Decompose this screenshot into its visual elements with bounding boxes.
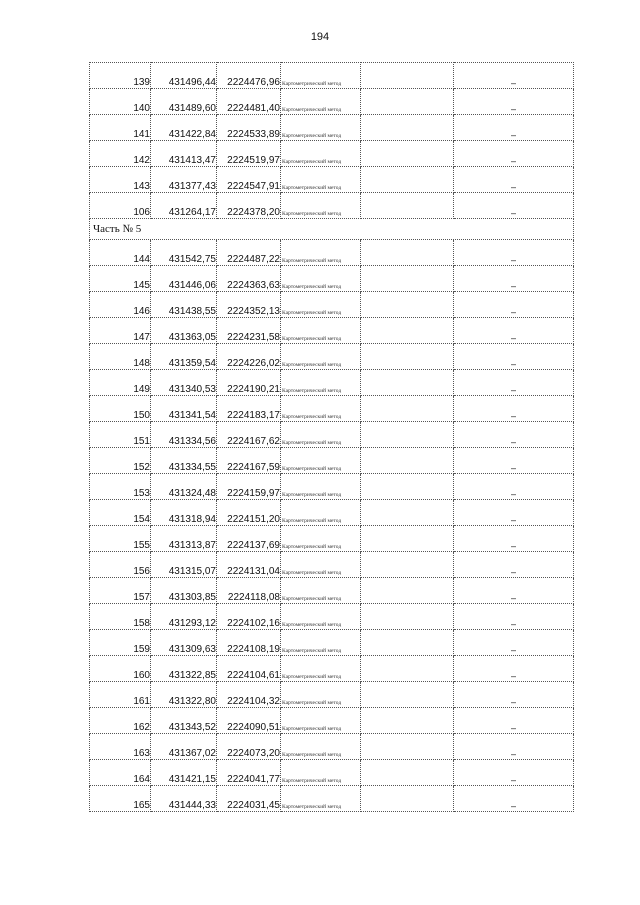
- table-row: [90, 63, 574, 89]
- method-text: Картометрический метод: [282, 752, 342, 758]
- table-row: [90, 370, 574, 396]
- x-coordinate-cell: 431264,17: [151, 193, 217, 219]
- table-row: [90, 786, 574, 812]
- table-row: [90, 240, 574, 266]
- y-coordinate-cell: 2224131,04: [217, 552, 281, 578]
- method-cell: [281, 396, 361, 422]
- accuracy-cell: –: [454, 630, 574, 656]
- y-coordinate-cell: 2224090,51: [217, 708, 281, 734]
- empty-cell: [361, 344, 454, 370]
- empty-cell: [361, 422, 454, 448]
- method-cell: [281, 474, 361, 500]
- point-id-cell: 141: [90, 115, 151, 141]
- method-cell: [281, 656, 361, 682]
- y-coordinate-cell: 2224137,69: [217, 526, 281, 552]
- method-cell: [281, 240, 361, 266]
- empty-cell: [361, 630, 454, 656]
- method-cell: [281, 344, 361, 370]
- empty-cell: [361, 682, 454, 708]
- method-cell: [281, 141, 361, 167]
- table-row: [90, 89, 574, 115]
- y-coordinate-cell: 2224118,08: [217, 578, 281, 604]
- y-coordinate-cell: 2224226,02: [217, 344, 281, 370]
- empty-cell: [361, 141, 454, 167]
- method-cell: [281, 604, 361, 630]
- method-text: Картометрический метод: [282, 544, 342, 550]
- x-coordinate-cell: 431322,80: [151, 682, 217, 708]
- y-coordinate-cell: 2224363,63: [217, 266, 281, 292]
- method-text: Картометрический метод: [282, 726, 342, 732]
- method-text: Картометрический метод: [282, 622, 342, 628]
- method-text: Картометрический метод: [282, 518, 342, 524]
- method-cell: [281, 167, 361, 193]
- empty-cell: [361, 526, 454, 552]
- method-text: Картометрический метод: [282, 388, 342, 394]
- accuracy-cell: –: [454, 240, 574, 266]
- method-text: Картометрический метод: [282, 414, 342, 420]
- method-text: Картометрический метод: [282, 81, 342, 87]
- x-coordinate-cell: 431422,84: [151, 115, 217, 141]
- empty-cell: [361, 604, 454, 630]
- empty-cell: [361, 552, 454, 578]
- y-coordinate-cell: 2224519,97: [217, 141, 281, 167]
- coordinates-table: [89, 62, 574, 812]
- method-cell: [281, 448, 361, 474]
- x-coordinate-cell: 431303,85: [151, 578, 217, 604]
- accuracy-cell: –: [454, 266, 574, 292]
- method-text: Картометрический метод: [282, 284, 342, 290]
- empty-cell: [361, 370, 454, 396]
- table-row: [90, 167, 574, 193]
- method-cell: [281, 578, 361, 604]
- point-id-cell: 140: [90, 89, 151, 115]
- method-text: Картометрический метод: [282, 804, 342, 810]
- method-text: Картометрический метод: [282, 336, 342, 342]
- table-row: [90, 318, 574, 344]
- y-coordinate-cell: 2224352,13: [217, 292, 281, 318]
- x-coordinate-cell: 431341,54: [151, 396, 217, 422]
- y-coordinate-cell: 2224231,58: [217, 318, 281, 344]
- point-id-cell: 160: [90, 656, 151, 682]
- table-row: [90, 396, 574, 422]
- accuracy-cell: –: [454, 448, 574, 474]
- empty-cell: [361, 578, 454, 604]
- x-coordinate-cell: 431343,52: [151, 708, 217, 734]
- x-coordinate-cell: 431324,48: [151, 474, 217, 500]
- accuracy-cell: –: [454, 292, 574, 318]
- method-text: Картометрический метод: [282, 648, 342, 654]
- accuracy-cell: –: [454, 396, 574, 422]
- x-coordinate-cell: 431322,85: [151, 656, 217, 682]
- empty-cell: [361, 656, 454, 682]
- y-coordinate-cell: 2224159,97: [217, 474, 281, 500]
- section-label: Часть № 5: [90, 219, 574, 240]
- method-text: Картометрический метод: [282, 700, 342, 706]
- y-coordinate-cell: 2224041,77: [217, 760, 281, 786]
- table-row: [90, 474, 574, 500]
- method-text: Картометрический метод: [282, 211, 342, 217]
- method-cell: [281, 552, 361, 578]
- accuracy-cell: –: [454, 63, 574, 89]
- y-coordinate-cell: 2224533,89: [217, 115, 281, 141]
- empty-cell: [361, 734, 454, 760]
- empty-cell: [361, 708, 454, 734]
- empty-cell: [361, 63, 454, 89]
- point-id-cell: 157: [90, 578, 151, 604]
- method-cell: [281, 63, 361, 89]
- table-row: [90, 656, 574, 682]
- method-text: Картометрический метод: [282, 674, 342, 680]
- accuracy-cell: –: [454, 552, 574, 578]
- x-coordinate-cell: 431542,75: [151, 240, 217, 266]
- method-text: Картометрический метод: [282, 310, 342, 316]
- accuracy-cell: –: [454, 500, 574, 526]
- x-coordinate-cell: 431367,02: [151, 734, 217, 760]
- empty-cell: [361, 89, 454, 115]
- y-coordinate-cell: 2224167,62: [217, 422, 281, 448]
- accuracy-cell: –: [454, 474, 574, 500]
- x-coordinate-cell: 431377,43: [151, 167, 217, 193]
- accuracy-cell: –: [454, 115, 574, 141]
- method-cell: [281, 526, 361, 552]
- method-text: Картометрический метод: [282, 258, 342, 264]
- page-number: 194: [310, 31, 330, 43]
- accuracy-cell: –: [454, 193, 574, 219]
- table-row: [90, 526, 574, 552]
- table-row: [90, 141, 574, 167]
- table-row: [90, 604, 574, 630]
- method-cell: [281, 500, 361, 526]
- method-text: Картометрический метод: [282, 133, 342, 139]
- x-coordinate-cell: 431489,60: [151, 89, 217, 115]
- empty-cell: [361, 193, 454, 219]
- empty-cell: [361, 448, 454, 474]
- table-row: [90, 682, 574, 708]
- method-cell: [281, 786, 361, 812]
- method-text: Картометрический метод: [282, 570, 342, 576]
- table-row: [90, 552, 574, 578]
- accuracy-cell: –: [454, 370, 574, 396]
- method-cell: [281, 422, 361, 448]
- point-id-cell: 163: [90, 734, 151, 760]
- table-body-part-5: [90, 240, 574, 812]
- empty-cell: [361, 396, 454, 422]
- method-cell: [281, 682, 361, 708]
- method-text: Картометрический метод: [282, 107, 342, 113]
- empty-cell: [361, 240, 454, 266]
- x-coordinate-cell: 431309,63: [151, 630, 217, 656]
- point-id-cell: 165: [90, 786, 151, 812]
- method-cell: [281, 318, 361, 344]
- table-body-part-prev: [90, 63, 574, 219]
- empty-cell: [361, 500, 454, 526]
- accuracy-cell: –: [454, 422, 574, 448]
- y-coordinate-cell: 2224102,16: [217, 604, 281, 630]
- empty-cell: [361, 292, 454, 318]
- method-cell: [281, 89, 361, 115]
- accuracy-cell: –: [454, 167, 574, 193]
- method-text: Картометрический метод: [282, 362, 342, 368]
- x-coordinate-cell: 431421,15: [151, 760, 217, 786]
- y-coordinate-cell: 2224151,20: [217, 500, 281, 526]
- table-row: [90, 115, 574, 141]
- table-row: [90, 734, 574, 760]
- point-id-cell: 158: [90, 604, 151, 630]
- empty-cell: [361, 474, 454, 500]
- y-coordinate-cell: 2224108,19: [217, 630, 281, 656]
- y-coordinate-cell: 2224167,59: [217, 448, 281, 474]
- accuracy-cell: –: [454, 89, 574, 115]
- table-body-section-header: [90, 219, 574, 240]
- point-id-cell: 155: [90, 526, 151, 552]
- point-id-cell: 153: [90, 474, 151, 500]
- x-coordinate-cell: 431446,06: [151, 266, 217, 292]
- x-coordinate-cell: 431318,94: [151, 500, 217, 526]
- x-coordinate-cell: 431334,56: [151, 422, 217, 448]
- x-coordinate-cell: 431313,87: [151, 526, 217, 552]
- point-id-cell: 164: [90, 760, 151, 786]
- point-id-cell: 145: [90, 266, 151, 292]
- x-coordinate-cell: 431334,55: [151, 448, 217, 474]
- y-coordinate-cell: 2224476,96: [217, 63, 281, 89]
- method-cell: [281, 734, 361, 760]
- y-coordinate-cell: 2224104,61: [217, 656, 281, 682]
- empty-cell: [361, 760, 454, 786]
- method-cell: [281, 708, 361, 734]
- accuracy-cell: –: [454, 604, 574, 630]
- y-coordinate-cell: 2224183,17: [217, 396, 281, 422]
- method-cell: [281, 115, 361, 141]
- method-cell: [281, 193, 361, 219]
- y-coordinate-cell: 2224487,22: [217, 240, 281, 266]
- empty-cell: [361, 318, 454, 344]
- y-coordinate-cell: 2224481,40: [217, 89, 281, 115]
- point-id-cell: 156: [90, 552, 151, 578]
- empty-cell: [361, 115, 454, 141]
- accuracy-cell: –: [454, 656, 574, 682]
- table-row: [90, 760, 574, 786]
- x-coordinate-cell: 431438,55: [151, 292, 217, 318]
- table-row: [90, 578, 574, 604]
- accuracy-cell: –: [454, 734, 574, 760]
- point-id-cell: 159: [90, 630, 151, 656]
- accuracy-cell: –: [454, 578, 574, 604]
- section-row: [90, 219, 574, 240]
- table-row: [90, 344, 574, 370]
- y-coordinate-cell: 2224104,32: [217, 682, 281, 708]
- point-id-cell: 146: [90, 292, 151, 318]
- point-id-cell: 106: [90, 193, 151, 219]
- point-id-cell: 144: [90, 240, 151, 266]
- x-coordinate-cell: 431444,33: [151, 786, 217, 812]
- accuracy-cell: –: [454, 760, 574, 786]
- method-cell: [281, 266, 361, 292]
- accuracy-cell: –: [454, 318, 574, 344]
- point-id-cell: 152: [90, 448, 151, 474]
- point-id-cell: 150: [90, 396, 151, 422]
- point-id-cell: 151: [90, 422, 151, 448]
- table-row: [90, 422, 574, 448]
- accuracy-cell: –: [454, 708, 574, 734]
- x-coordinate-cell: 431359,54: [151, 344, 217, 370]
- empty-cell: [361, 786, 454, 812]
- y-coordinate-cell: 2224378,20: [217, 193, 281, 219]
- point-id-cell: 154: [90, 500, 151, 526]
- accuracy-cell: –: [454, 526, 574, 552]
- y-coordinate-cell: 2224073,20: [217, 734, 281, 760]
- point-id-cell: 149: [90, 370, 151, 396]
- x-coordinate-cell: 431340,53: [151, 370, 217, 396]
- table-row: [90, 448, 574, 474]
- accuracy-cell: –: [454, 141, 574, 167]
- table-row: [90, 292, 574, 318]
- method-text: Картометрический метод: [282, 596, 342, 602]
- table-row: [90, 193, 574, 219]
- table-row: [90, 630, 574, 656]
- point-id-cell: 139: [90, 63, 151, 89]
- empty-cell: [361, 167, 454, 193]
- point-id-cell: 148: [90, 344, 151, 370]
- point-id-cell: 162: [90, 708, 151, 734]
- accuracy-cell: –: [454, 344, 574, 370]
- point-id-cell: 143: [90, 167, 151, 193]
- method-text: Картометрический метод: [282, 492, 342, 498]
- point-id-cell: 161: [90, 682, 151, 708]
- x-coordinate-cell: 431496,44: [151, 63, 217, 89]
- method-cell: [281, 292, 361, 318]
- y-coordinate-cell: 2224547,91: [217, 167, 281, 193]
- table-row: [90, 266, 574, 292]
- method-text: Картометрический метод: [282, 159, 342, 165]
- method-text: Картометрический метод: [282, 778, 342, 784]
- y-coordinate-cell: 2224190,21: [217, 370, 281, 396]
- table-row: [90, 500, 574, 526]
- x-coordinate-cell: 431363,05: [151, 318, 217, 344]
- table-row: [90, 708, 574, 734]
- empty-cell: [361, 266, 454, 292]
- accuracy-cell: –: [454, 786, 574, 812]
- method-cell: [281, 370, 361, 396]
- method-text: Картометрический метод: [282, 466, 342, 472]
- method-text: Картометрический метод: [282, 440, 342, 446]
- method-text: Картометрический метод: [282, 185, 342, 191]
- method-cell: [281, 630, 361, 656]
- y-coordinate-cell: 2224031,45: [217, 786, 281, 812]
- method-cell: [281, 760, 361, 786]
- accuracy-cell: –: [454, 682, 574, 708]
- point-id-cell: 147: [90, 318, 151, 344]
- point-id-cell: 142: [90, 141, 151, 167]
- x-coordinate-cell: 431315,07: [151, 552, 217, 578]
- x-coordinate-cell: 431293,12: [151, 604, 217, 630]
- x-coordinate-cell: 431413,47: [151, 141, 217, 167]
